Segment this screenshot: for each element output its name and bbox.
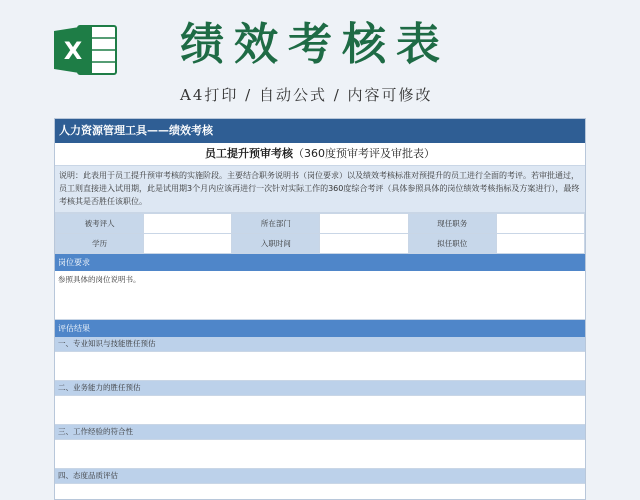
label-education: 学历	[56, 234, 144, 254]
input-target-post[interactable]	[496, 234, 584, 254]
label-target-post: 拟任职位	[408, 234, 496, 254]
requirements-text[interactable]: 参照具体的岗位说明书。	[55, 271, 585, 320]
input-education[interactable]	[144, 234, 232, 254]
page-subtitle: A4打印 / 自动公式 / 内容可修改	[180, 86, 433, 104]
result-item-label: 一、专业知识与技能胜任预估	[55, 337, 585, 352]
result-item-input[interactable]	[55, 484, 585, 500]
section-results: 评估结果	[55, 320, 585, 337]
result-item-input[interactable]	[55, 440, 585, 469]
table-row	[56, 214, 585, 234]
result-item-label: 二、业务能力的胜任预估	[55, 381, 585, 396]
doc-title	[55, 143, 585, 166]
label-entry-date: 入职时间	[232, 234, 320, 254]
table-row	[56, 234, 585, 254]
sheet-topbar: 人力资源管理工具——绩效考核	[55, 119, 585, 143]
page-title: 绩效考核表	[180, 19, 450, 70]
result-item-input[interactable]	[55, 396, 585, 425]
input-assessee[interactable]	[144, 214, 232, 234]
input-current-post[interactable]	[496, 214, 584, 234]
result-item-input[interactable]	[55, 352, 585, 381]
svg-text:X: X	[63, 37, 83, 65]
doc-title-main: 员工提升预审考核	[205, 147, 293, 160]
result-item-label: 四、态度品质评估	[55, 469, 585, 484]
description-text: 说明：此表用于员工提升预审考核的实施阶段。主要结合职务说明书（岗位要求）以及绩效考核标准对预提升的员工进行全面的考评。若审批通过，员工则直接进入试用期，此是试用期3个月内应该再进行一次针对实际工作的360度综合考评（具体参照具体的岗位绩效考核指标及方案进行），最终考核其是否胜任该职位。	[55, 166, 585, 213]
label-current-post: 现任职务	[408, 214, 496, 234]
info-table	[55, 213, 585, 254]
spreadsheet-preview	[54, 118, 586, 500]
doc-title-paren: （360度预审考评及审批表）	[293, 147, 435, 160]
section-requirements: 岗位要求	[55, 254, 585, 271]
label-assessee: 被考评人	[56, 214, 144, 234]
label-dept: 所在部门	[232, 214, 320, 234]
input-entry-date[interactable]	[320, 234, 408, 254]
hero-banner	[0, 0, 640, 118]
result-item-label: 三、工作经验的符合性	[55, 425, 585, 440]
excel-logo-icon	[52, 22, 118, 78]
input-dept[interactable]	[320, 214, 408, 234]
